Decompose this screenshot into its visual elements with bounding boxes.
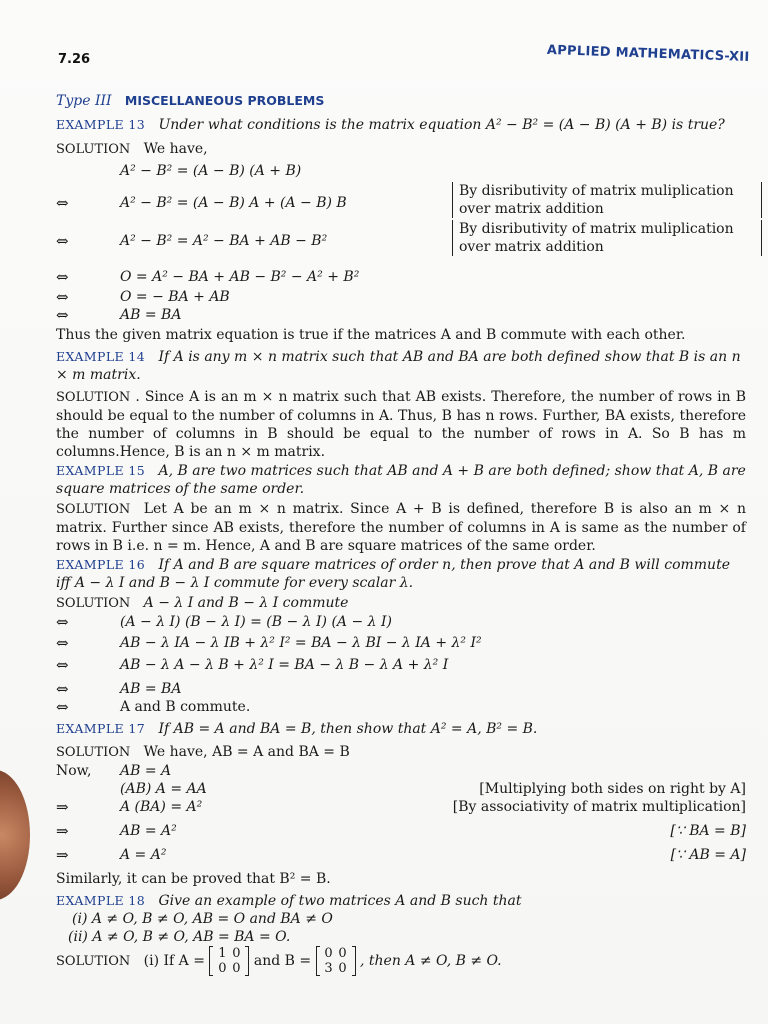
example-15-solution: SOLUTION Let A be an m × n matrix. Since A + B is defined, therefore B is also an m × n matrix. Further since AB exists, therefore the number of columns in A is same as the number of rows in B i.e. n = m. Hence, A and B are square matrices of the same order. [56, 501, 746, 554]
section-heading: Type III MISCELLANEOUS PROBLEMS [56, 93, 325, 109]
reason-bracket: By disributivity of matrix muliplication over matrix addition [452, 182, 762, 218]
example-16-statement: EXAMPLE 16 If A and B are square matrices of order n, then prove that A and B will commute iff A − λ I and B − λ I commute for every scalar λ. [56, 557, 730, 591]
equation-line: ⇔ A² − B² = A² − BA + AB − B² By disributivity of matrix muliplication over matrix addition [56, 232, 746, 268]
example-16-solution-start: SOLUTION A − λ I and B − λ I commute [56, 595, 349, 611]
example-13-solution-start: SOLUTION We have, [56, 141, 208, 157]
example-17-solution-start: SOLUTION We have, AB = A and BA = B [56, 744, 350, 760]
reason-bracket: By disributivity of matrix muliplication over matrix addition [452, 220, 762, 256]
example-18-condition-ii: (ii) A ≠ O, B ≠ O, AB = BA = O. [68, 929, 291, 945]
thumb-photo-edge [0, 770, 30, 900]
example-17-statement: EXAMPLE 17 If AB = A and BA = B, then show that A² = A, B² = B. [56, 721, 538, 737]
equation-line: Now, AB = A [56, 763, 172, 779]
example-14-solution: SOLUTION . Since A is an m × n matrix such that AB exists. Therefore, the number of rows in B should be equal to the number of columns in A. Thus, B has n rows. Further, BA exists, therefore the number of columns in B should be equal to the number of rows in A. So B has m columns.Hence, B is an n × m matrix. [56, 389, 746, 460]
equation-line: ⇔ A² − B² = (A − B) A + (A − B) B By disributivity of matrix muliplication over matrix addition [56, 194, 746, 230]
example-17-conclusion: Similarly, it can be proved that B² = B. [56, 871, 331, 887]
textbook-page: 7.26 APPLIED MATHEMATICS-XII Type III MISCELLANEOUS PROBLEMS EXAMPLE 13 Under what conditions is the matrix equation A² − B² = (A − B) (A + B) is true? SOLUTION We have, A² − B² = (A − B) (A + B) ⇔ A² − B² = (A − B) A + (A − B) B By disributivity of matrix muliplication over matrix addition ⇔ A² − B² = A² − BA + AB − B² By disributivity of matrix muliplication over matrix addition ⇔ O = A² − BA + AB − B² − A² + B² ⇔ O = − BA + AB ⇔ AB = BA Thus the given matrix equation is true if the matrices A and B commute with each other. EXAMPLE 14 If A is any m × n matrix such that AB and BA are both defined show that B is an n × m matrix. SOLUTION . Since A is an m × n matrix such that AB exists. Therefore, the number of rows in B should be equal to the number of columns in A. Thus, B has n rows. Further, BA exists, therefore the number of columns in B should be equal to the number of rows in A. So B has m columns.Hence, B is an n × m matrix. EXAMPLE 15 A, B are two matrices such that AB and A + B are both defined; show that A, B are square matrices of the same order. SOLUTION Let A be an m × n matrix. Since A + B is defined, therefore B is also an m × n matrix. Further since AB exists, therefore the number of columns in A is same as the number of rows in B i.e. n = m. Hence, A and B are square matrices of the same order. EXAMPLE 16 If A and B are square matrices of order n, then prove that A and B will commute iff A − λ I and B − λ I commute for every scalar λ. SOLUTION A − λ I and B − λ I commute ⇔ (A − λ I) (B − λ I) = (B − λ I) (A − λ I) ⇔ AB − λ IA − λ IB + λ² I² = BA − λ BI − λ IA + λ² I² ⇔ AB − λ A − λ B + λ² I = BA − λ B − λ A + λ² I ⇔ AB = BA ⇔ A and B commute. EXAMPLE 17 If AB = A and BA = B, then show that A² = A, B² = B. SOLUTION We have, AB = A and BA = B Now, AB = A (AB) A = AA [Multiplying both sides on right by A] ⇒ A (BA) = A² [By associativity of matrix multiplication] ⇒ AB = A² [∵ BA = B] ⇒ A = A² [∵ AB = A] Similarly, it can be proved that B² = B. EXAMPLE 18 Give an example of two matrices A and B such that (i) A ≠ O, B ≠ O, AB = O and BA ≠ O (ii) A ≠ O, B ≠ O, AB = BA = O. SOLUTION (i) If A = 1 0 0 0 and B = 0 0 3 0 , then A ≠ O, B ≠ O. [0, 0, 768, 1024]
book-title: APPLIED MATHEMATICS-XII [546, 42, 750, 65]
example-14-statement: EXAMPLE 14 If A is any m × n matrix such that AB and BA are both defined show that B is an n × m matrix. [56, 349, 741, 383]
example-13-conclusion: Thus the given matrix equation is true if the matrices A and B commute with each other. [56, 327, 686, 343]
example-18-condition-i: (i) A ≠ O, B ≠ O, AB = O and BA ≠ O [72, 911, 333, 927]
example-13-statement: EXAMPLE 13 Under what conditions is the matrix equation A² − B² = (A − B) (A + B) is true? [56, 117, 725, 133]
matrix-b: 0 0 3 0 [316, 946, 356, 976]
matrix-a: 1 0 0 0 [209, 946, 249, 976]
page-number: 7.26 [58, 52, 91, 67]
example-15-statement: EXAMPLE 15 A, B are two matrices such that AB and A + B are both defined; show that A, B are square matrices of the same order. [56, 463, 746, 497]
example-18-statement: EXAMPLE 18 Give an example of two matrices A and B such that [56, 893, 522, 909]
example-18-solution: SOLUTION (i) If A = 1 0 0 0 and B = 0 0 3 0 , then A ≠ O, B ≠ O. [56, 946, 502, 976]
page-header [58, 42, 750, 80]
